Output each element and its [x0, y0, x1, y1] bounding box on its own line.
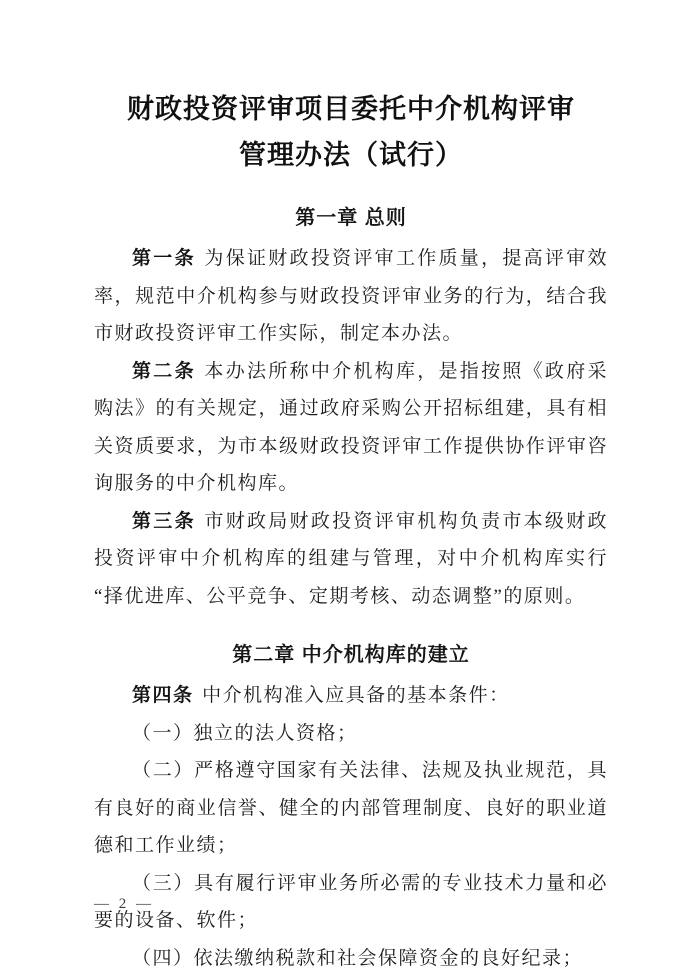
- document-title-line-1: 财政投资评审项目委托中介机构评审: [127, 94, 575, 124]
- article-3-text: 市财政局财政投资评审机构负责市本级财政投资评审中介机构库的组建与管理，对中介机构库实行“择优进库、公平竞争、定期考核、动态调整”的原则。: [94, 510, 608, 607]
- article-1-text: 为保证财政投资评审工作质量，提高评审效率，规范中介机构参与财政投资评审业务的行为，结合我市财政投资评审工作实际，制定本办法。: [94, 248, 608, 344]
- article-2-text: 本办法所称中介机构库，是指按照《政府采购法》的有关规定，通过政府采购公开招标组建，具有相关资质要求，为市本级财政投资评审工作提供协作评审咨询服务的中介机构库。: [94, 360, 608, 494]
- list-item-1: （一）独立的法人资格；: [132, 722, 358, 744]
- list-item-2: （二）严格遵守国家有关法律、法规及执业规范，具有良好的商业信誉、健全的内部管理制度、良好的职业道德和工作业绩；: [94, 760, 608, 856]
- chapter-2-heading: 第二章 中介机构库的建立: [232, 644, 470, 666]
- article-2: [94, 353, 608, 503]
- article-3-label: 第三条: [132, 510, 196, 532]
- list-item-4: （四）依法缴纳税款和社会保障资金的良好纪录；: [132, 947, 584, 969]
- article-4-text: 中介机构准入应具备的基本条件：: [202, 685, 510, 706]
- document-title-line-2: 管理办法（试行）: [239, 140, 463, 170]
- list-item-3: （三）具有履行评审业务所必需的专业技术力量和必要的设备、软件；: [94, 872, 608, 931]
- document-title: [94, 86, 608, 178]
- chapter-1-heading: 第一章 总则: [295, 207, 407, 229]
- article-3: [94, 503, 608, 616]
- article-4: [94, 677, 608, 715]
- article-4-label: 第四条: [132, 685, 194, 706]
- article-1-label: 第一条: [132, 248, 196, 269]
- article-1: [94, 240, 608, 353]
- article-2-label: 第二条: [132, 360, 196, 382]
- page-number: — 2 —: [94, 896, 154, 912]
